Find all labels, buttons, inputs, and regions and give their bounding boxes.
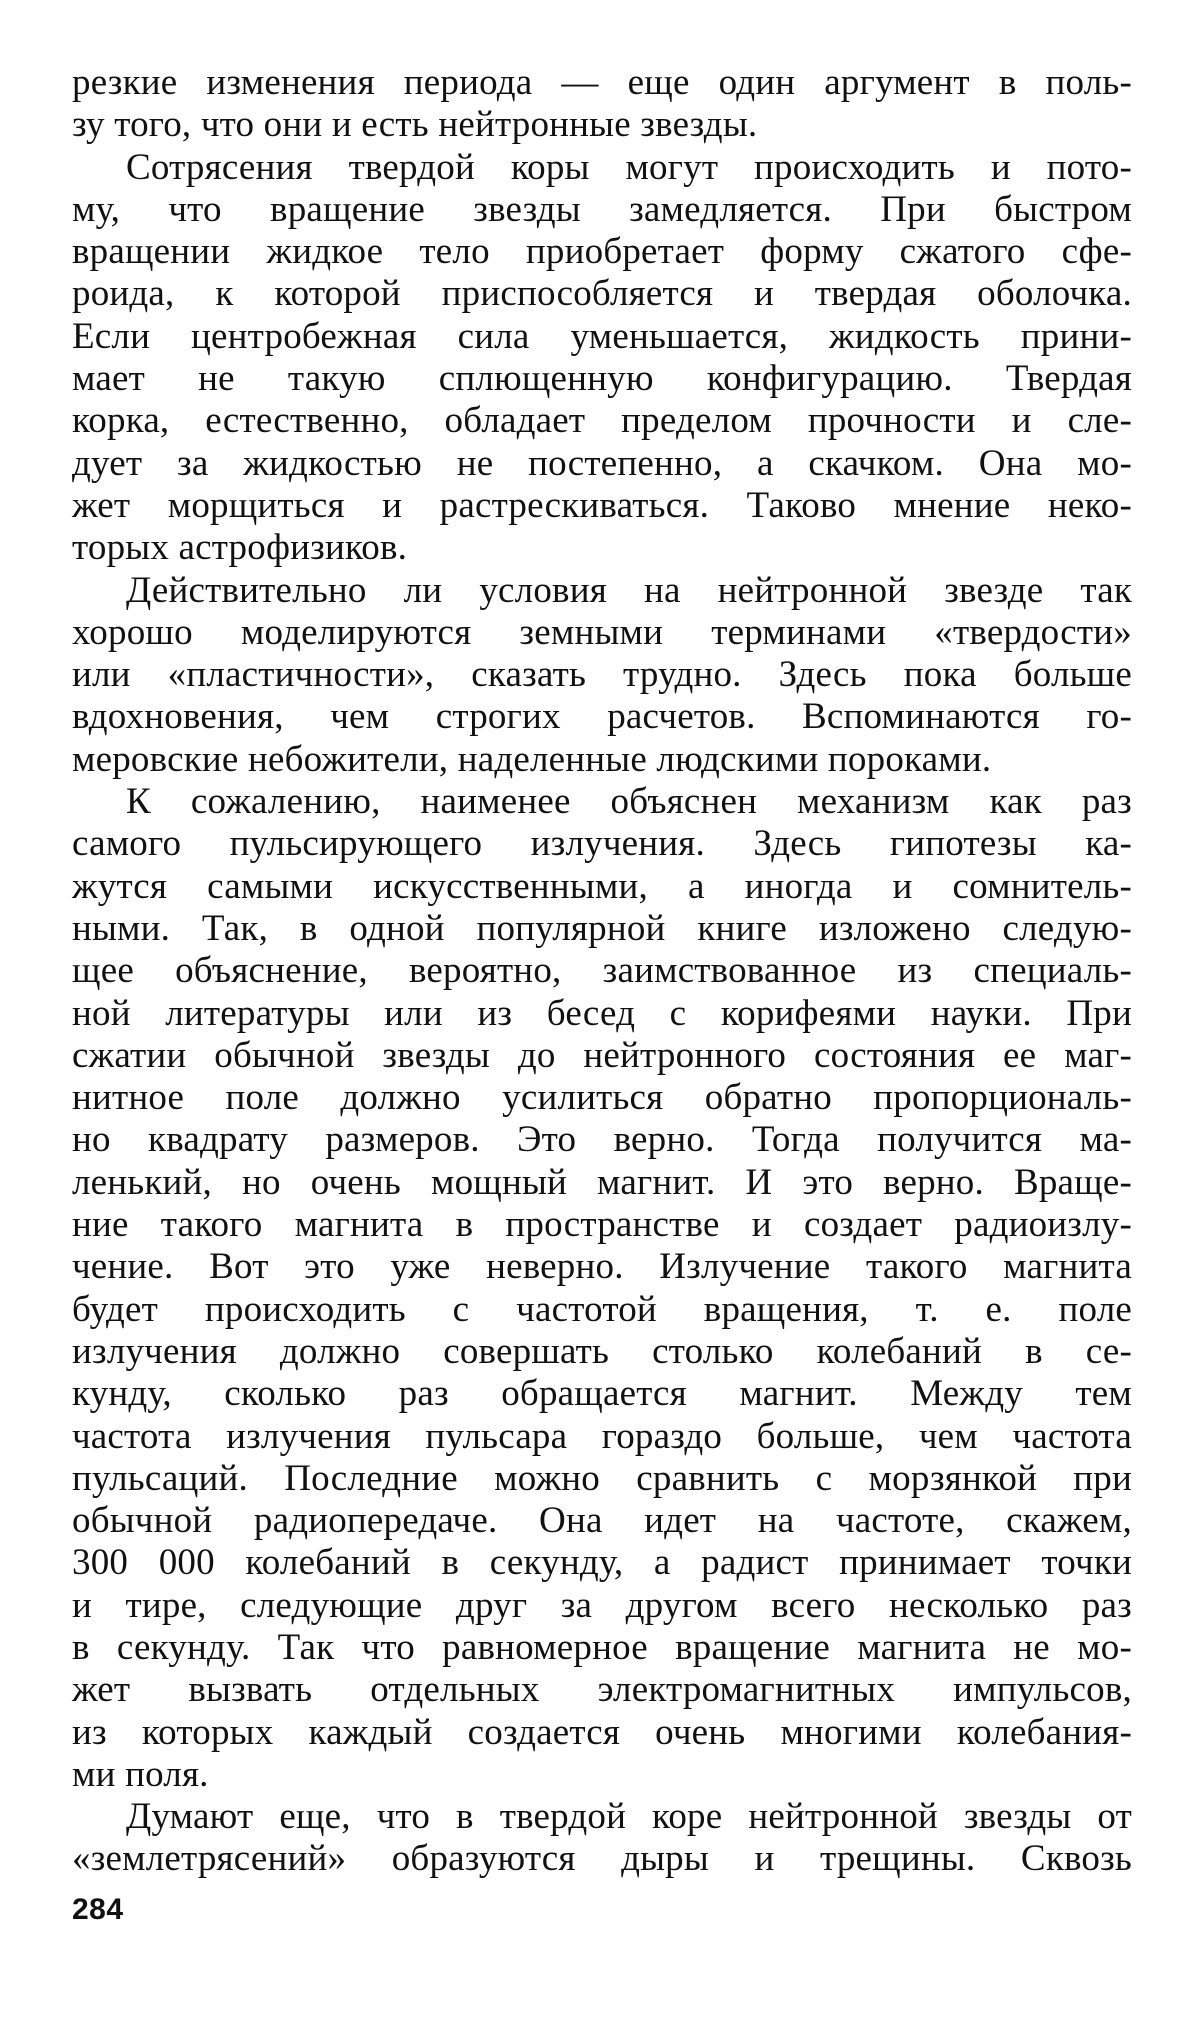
- text-line: будет происходить с частотой вращения, т. е. поле: [72, 1288, 1132, 1330]
- text-line: нитное поле должно усилиться обратно пропорциональ-: [72, 1077, 1132, 1119]
- text-line: пульсаций. Последние можно сравнить с морзянкой при: [72, 1457, 1132, 1499]
- text-line: но квадрату размеров. Это верно. Тогда получится ма-: [72, 1119, 1132, 1161]
- text-line: дует за жидкостью не постепенно, а скачком. Она мо-: [72, 442, 1132, 484]
- text-line: корка, естественно, обладает пределом прочности и сле-: [72, 400, 1132, 442]
- page-number: 284: [72, 1893, 124, 1926]
- text-line: излучения должно совершать столько колебаний в се-: [72, 1330, 1132, 1372]
- text-line: К сожалению, наименее объяснен механизм как раз: [126, 781, 1132, 823]
- text-line: щее объяснение, вероятно, заимствованное из специаль-: [72, 950, 1132, 992]
- text-line: «землетрясений» образуются дыры и трещины. Сквозь: [72, 1838, 1132, 1880]
- text-line: мает не такую сплющенную конфигурацию. Твердая: [72, 358, 1132, 400]
- text-line: ленький, но очень мощный магнит. И это верно. Враще-: [72, 1161, 1132, 1203]
- text-line: кунду, сколько раз обращается магнит. Между тем: [72, 1373, 1132, 1415]
- text-line: вдохновения, чем строгих расчетов. Вспоминаются го-: [72, 696, 1132, 738]
- text-line: резкие изменения периода — еще один аргумент в поль-: [72, 62, 1132, 103]
- text-line: Действительно ли условия на нейтронной звезде так: [126, 569, 1132, 611]
- text-line: му, что вращение звезды замедляется. При быстром: [72, 188, 1132, 230]
- text-line: обычной радиопередаче. Она идет на частоте, скажем,: [72, 1500, 1132, 1542]
- text-line: ние такого магнита в пространстве и создает радиоизлу-: [72, 1204, 1132, 1246]
- text-line: хорошо моделируются земными терминами «твердости»: [72, 611, 1132, 653]
- text-line: жутся самыми искусственными, а иногда и сомнитель-: [72, 865, 1132, 907]
- text-line: Если центробежная сила уменьшается, жидкость прини-: [72, 315, 1132, 357]
- text-line: ными. Так, в одной популярной книге изложено следую-: [72, 907, 1132, 949]
- text-line: ми поля.: [72, 1753, 209, 1795]
- text-line: 300 000 колебаний в секунду, а радист принимает точки: [72, 1542, 1132, 1584]
- text-line: Думают еще, что в твердой коре нейтронной звезды от: [126, 1796, 1132, 1838]
- text-line: или «пластичности», сказать трудно. Здесь пока больше: [72, 654, 1132, 696]
- text-line: из которых каждый создается очень многими колебания-: [72, 1711, 1132, 1753]
- text-line: самого пульсирующего излучения. Здесь гипотезы ка-: [72, 823, 1132, 865]
- book-page: [72, 62, 1132, 1881]
- text-line: сжатии обычной звезды до нейтронного состояния ее маг-: [72, 1034, 1132, 1076]
- text-line: вращении жидкое тело приобретает форму сжатого сфе-: [72, 231, 1132, 273]
- text-line: жет вызвать отдельных электромагнитных импульсов,: [72, 1669, 1132, 1711]
- text-line: чение. Вот это уже неверно. Излучение такого магнита: [72, 1246, 1132, 1288]
- text-line: в секунду. Так что равномерное вращение магнита не мо-: [72, 1626, 1132, 1668]
- text-line: зу того, что они и есть нейтронные звезды.: [72, 104, 758, 146]
- text-line: роида, к которой приспособляется и твердая оболочка.: [72, 273, 1132, 315]
- text-line: ной литературы или из бесед с корифеями науки. При: [72, 992, 1132, 1034]
- text-line: меровские небожители, наделенные людскими пороками.: [72, 738, 992, 780]
- body-text: [72, 62, 1132, 1881]
- text-line: Сотрясения твердой коры могут происходить и пото-: [126, 146, 1132, 188]
- text-line: и тире, следующие друг за другом всего несколько раз: [72, 1584, 1132, 1626]
- text-line: торых астрофизиков.: [72, 527, 408, 569]
- text-line: жет морщиться и растрескиваться. Таково мнение неко-: [72, 484, 1132, 526]
- text-line: частота излучения пульсара гораздо больше, чем частота: [72, 1415, 1132, 1457]
